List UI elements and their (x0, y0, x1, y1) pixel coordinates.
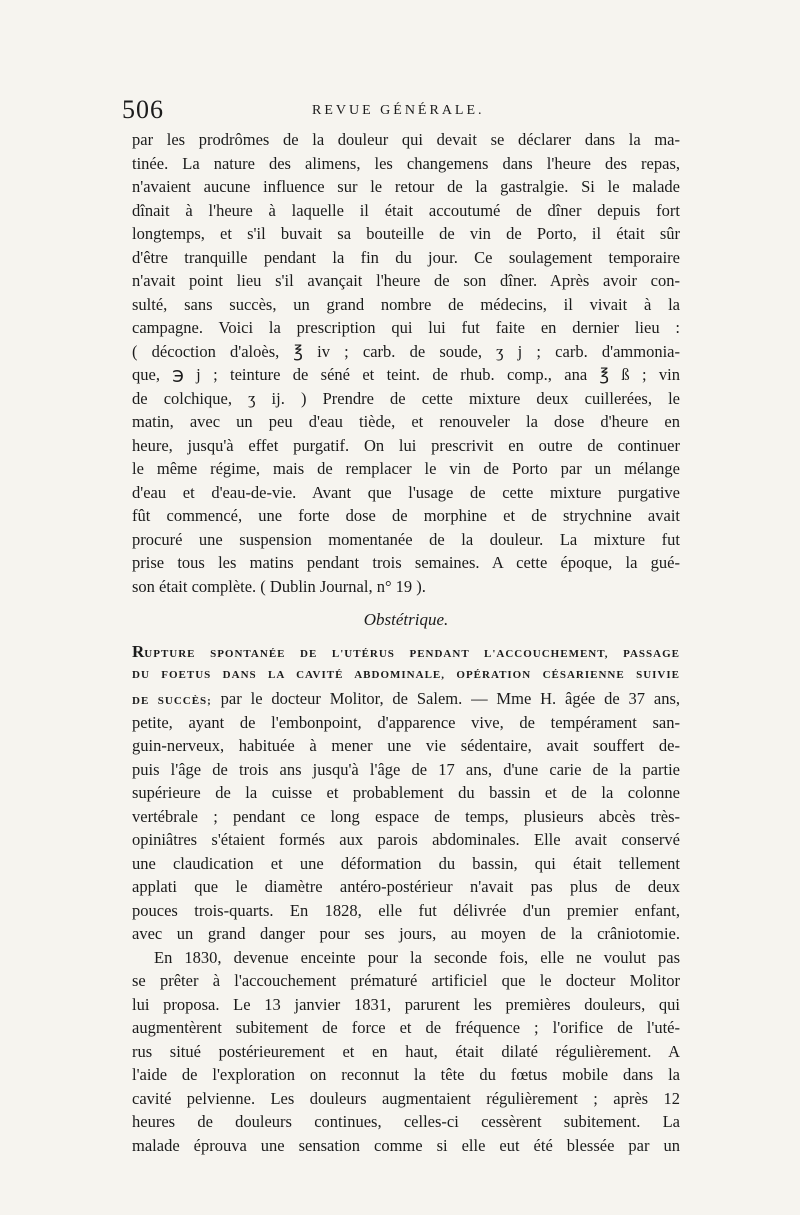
text-line: que, ℈ j ; teinture de séné et teint. de rhub. comp., ana ℥ ß ; vin (132, 365, 680, 384)
body-text (132, 128, 680, 1157)
text-line: n'avaient aucune influence sur le retour de la gastralgie. Si le malade (132, 177, 680, 196)
text-line: cavité pelvienne. Les douleurs augmentaient régulièrement ; après 12 (132, 1088, 680, 1108)
text-line: supérieure de la cuisse et probablement du bassin et de la colonne (132, 783, 680, 802)
text-line: guin-nerveux, habituée à mener une vie sédentaire, avait souffert de- (132, 736, 680, 755)
text-line: sulté, sans succès, un grand nombre de médecins, il vivait à la (132, 294, 680, 314)
heading-line-3 (132, 687, 680, 711)
paragraph-2 (132, 711, 680, 946)
text-line: pouces trois-quarts. En 1828, elle fut délivrée d'un premier enfant, (132, 900, 680, 920)
text-line: dînait à l'heure à laquelle il était accoutumé de dîner depuis fort (132, 200, 680, 220)
page-number: 506 (122, 95, 164, 124)
text-line: l'aide de l'exploration on reconnut la tête du fœtus mobile dans la (132, 1065, 680, 1084)
text-line: applati que le diamètre antéro-postérieur n'avait pas plus de deux (132, 877, 680, 896)
heading-caps: UPTURE SPONTANÉE DE L'UTÉRUS PENDANT L'ACCOUCHEMENT, PASSAGE (144, 648, 680, 660)
text-line: se prêter à l'accouchement prématuré artificiel que le docteur Molitor (132, 971, 680, 990)
text-line: augmentèrent subitement de force et de fréquence ; l'orifice de l'uté- (132, 1018, 680, 1037)
text-line: vertébrale ; pendant ce long espace de temps, plusieurs abcès très- (132, 806, 680, 826)
text-line: opiniâtres s'étaient formés aux parois abdominales. Elle avait conservé (132, 830, 680, 849)
text-line: tinée. La nature des alimens, les changemens dans l'heure des repas, (132, 153, 680, 173)
text-line: campagne. Voici la prescription qui lui fut faite en dernier lieu : (132, 318, 680, 337)
paragraph-3 (132, 946, 680, 1158)
heading-caps: DE SUCCÈS; (132, 695, 212, 707)
text-line: par les prodrômes de la douleur qui devait se déclarer dans la ma- (132, 130, 680, 149)
drop-letter: R (132, 642, 145, 661)
text-line: rus situé postérieurement et en haut, était dilaté régulièrement. A (132, 1041, 680, 1061)
text-line: heures de douleurs continues, celles-ci cessèrent subitement. La (132, 1112, 680, 1131)
text-line: petite, ayant de l'embonpoint, d'apparence vive, de tempérament san- (132, 712, 680, 732)
text-line: heure, jusqu'à effet purgatif. On lui prescrivit en outre de continuer (132, 435, 680, 455)
text-line: fût commencé, une forte dose de morphine et de strychnine avait (132, 506, 680, 525)
running-head: REVUE GÉNÉRALE. (312, 103, 485, 118)
section-title: Obstétrique. (363, 610, 449, 629)
text-line: puis l'âge de trois ans jusqu'à l'âge de 17 ans, d'une carie de la partie (132, 759, 680, 779)
text-line: n'avait point lieu s'il avançait l'heure de son dîner. Après avoir con- (132, 271, 680, 290)
text-line: malade éprouva une sensation comme si elle eut été blessée par un (132, 1135, 680, 1155)
text-line: procuré une suspension momentanée de la douleur. La mixture fut (132, 529, 680, 549)
page-header (122, 95, 682, 125)
text-line: prise tous les matins pendant trois semaines. A cette époque, la gué- (132, 553, 680, 572)
text-line: une claudication et une déformation du bassin, qui était tellement (132, 853, 680, 873)
text-line: d'eau et d'eau-de-vie. Avant que l'usage de cette mixture purgative (132, 482, 680, 502)
article-heading (132, 640, 680, 711)
text-line: matin, avec un peu d'eau tiède, et renouveler la dose d'heure en (132, 412, 680, 431)
paragraph-1 (132, 128, 680, 598)
text-line: longtemps, et s'il buvait sa bouteille de vin de Porto, il était sûr (132, 224, 680, 243)
text-line: En 1830, devenue enceinte pour la seconde fois, elle ne voulut pas (154, 947, 680, 967)
text-line: d'être tranquille pendant la fin du jour. Ce soulagement temporaire (132, 247, 680, 267)
text-line: son était complète. ( Dublin Journal, n° 19 ). (132, 576, 426, 596)
text-line: lui proposa. Le 13 janvier 1831, parurent les premières douleurs, qui (132, 994, 680, 1014)
heading-line-1 (132, 640, 680, 664)
heading-author: par le docteur Molitor, de Salem. — Mme H. âgée de 37 ans, (211, 689, 680, 708)
text-line: avec un grand danger pour ses jours, au moyen de la crâniotomie. (132, 924, 680, 943)
heading-line-2: DU FOETUS DANS LA CAVITÉ ABDOMINALE, OPÉRATION CÉSARIENNE SUIVIE (132, 668, 680, 681)
text-line: ( décoction d'aloès, ℥ iv ; carb. de soude, ʒ j ; carb. d'ammonia- (132, 341, 680, 361)
text-line: le même régime, mais de remplacer le vin de Porto par un mélange (132, 459, 680, 478)
text-line: de colchique, ʒ ij. ) Prendre de cette mixture deux cuillerées, le (132, 388, 680, 408)
